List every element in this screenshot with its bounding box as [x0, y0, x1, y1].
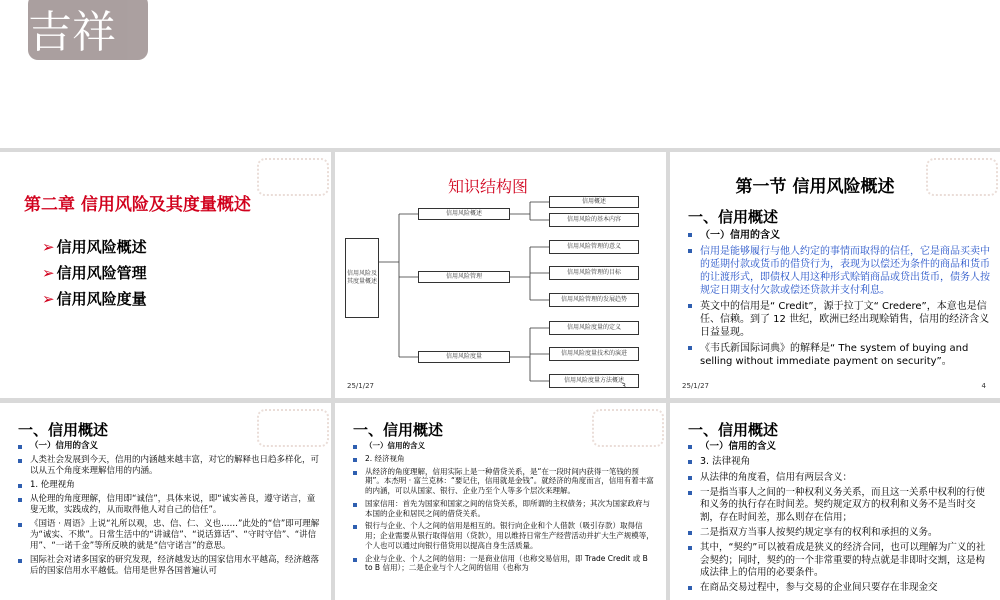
- bullet-item: 2. 经济视角: [353, 454, 656, 464]
- bullet-item: 企业与企业、个人之间的信用：一是商业信用（也称交易信用，即 Trade Credit 或 B to B 信用）；二是企业与个人之间的信用（也称为: [353, 554, 656, 574]
- diagram-root-node: 信用风险及其度量概述: [345, 238, 379, 318]
- chapter-title: 第二章 信用风险及其度量概述: [24, 195, 251, 215]
- section-heading: 一、信用概述: [688, 421, 779, 439]
- bullet-item: （一）信用的含义: [688, 441, 990, 453]
- diagram-branch-node: 信用风险概述: [418, 208, 510, 220]
- slide-thumbnail-2[interactable]: [335, 152, 666, 398]
- slide-thumbnail-4[interactable]: [0, 403, 331, 600]
- diagram-leaf-node: 信用风险度量方法概述: [549, 374, 639, 388]
- bullet-item: 从伦理的角度理解，信用即“诚信”，具体来说，即“诚实善良，遵守诺言，童叟无欺，实践成约，从而取得他人对自己的信任”。: [18, 494, 321, 516]
- slide-page-number: 3: [621, 382, 626, 390]
- outline-item: ➢ 信用风险管理: [42, 264, 147, 282]
- section-title: 第一节 信用风险概述: [735, 177, 895, 197]
- bullet-list: [353, 441, 656, 576]
- bullet-item: 从经济的角度理解，信用实际上是一种借贷关系，是“在一段时间内获得一笔钱的预期”。本杰明 · 富兰克林：“要记住，信用就是金钱”。就经济的角度而言，信用有着丰富的内涵，可以从国家、银行、企业乃至个人等多个层次来理解。: [353, 467, 656, 496]
- slide-thumbnail-6[interactable]: [670, 403, 1000, 600]
- bullet-item: 3. 法律视角: [688, 456, 990, 468]
- bullet-list: [688, 441, 990, 598]
- section-heading: 一、信用概述: [353, 421, 444, 439]
- outline-item: ➢ 信用风险概述: [42, 238, 147, 256]
- bullet-item: 《国语 · 周语》上说“礼所以观，忠、信、仁、义也……”此处的“信”即可理解为“诚实、不欺”。日常生活中的“讲诚信”、“说话算话”、“守时守信”、“讲信用”、“一诺千金”等所反映的就是“信守诺言”的意思。: [18, 519, 321, 552]
- bullet-item: 英文中的信用是“ Credit”，源于拉丁文“ Credere”，本意也是信任、信赖。到了 12 世纪，欧洲已经出现赊销售，信用的经济含义日益显现。: [688, 300, 990, 339]
- seal-text: 吉祥: [28, 7, 116, 58]
- bullet-list: [18, 441, 321, 581]
- slide-page-number: 4: [981, 382, 986, 390]
- bullet-item: 人类社会发展到今天，信用的内涵越来越丰富，对它的解释也日趋多样化，可以从五个角度来理解信用的内涵。: [18, 455, 321, 477]
- slide-thumbnail-1[interactable]: [0, 152, 331, 398]
- diagram-leaf-node: 信用风险度量技术的演进: [549, 347, 639, 361]
- diagram-leaf-node: 信用风险管理的目标: [549, 266, 639, 280]
- bullet-item: 在商品交易过程中，参与交易的企业间只要存在非现金交: [688, 582, 990, 594]
- diagram-leaf-node: 信用风险管理的意义: [549, 240, 639, 254]
- arrow-icon: ➢: [42, 264, 55, 282]
- bullet-item: 1. 伦理视角: [18, 480, 321, 491]
- seal-watermark: [255, 409, 327, 445]
- slide-thumbnail-3[interactable]: [670, 152, 1000, 398]
- chapter-outline: [42, 234, 147, 312]
- section-heading: 一、信用概述: [688, 208, 779, 226]
- arrow-icon: ➢: [42, 290, 55, 308]
- bullet-item: 国家信用：首先为国家和国家之间的信贷关系，即所谓的主权债务；其次为国家政府与本国的企业和居民之间的借贷关系。: [353, 499, 656, 519]
- bullet-item: 从法律的角度看，信用有两层含义：: [688, 472, 990, 484]
- slide-thumbnail-5[interactable]: [335, 403, 666, 600]
- bullet-list: [688, 229, 990, 371]
- diagram-title: 知识结构图: [448, 177, 529, 196]
- bullet-item: 其中，“契约”可以被看成是狭义的经济合同，也可以理解为广义的社会契约；同时，契约的一个非常重要的特点就是非即时交割，这是构成法律上的信用的必要条件。: [688, 542, 990, 579]
- top-partial-slide: [0, 0, 1000, 148]
- seal-watermark: [255, 158, 327, 194]
- slide-date: 25/1/27: [682, 382, 709, 390]
- bullet-item: 国际社会对诸多国家的研究发现，经济越发达的国家信用水平越高，经济越落后的国家信用水平越低。信用是世界各国普遍认可: [18, 555, 321, 577]
- bullet-item: 《韦氏新国际词典》的解释是“ The system of buying and selling without immediate payment on security”。: [688, 342, 990, 368]
- arrow-icon: ➢: [42, 238, 55, 256]
- seal-watermark: [590, 409, 662, 445]
- bullet-item: （一）信用的含义: [688, 229, 990, 242]
- bullet-item: 银行与企业、个人之间的信用是相互的。银行向企业和个人借款（吸引存款）取得信用；企业需要从银行取得信用（贷款），用以维持日常生产经营活动并扩大生产规模等，个人也可以通过向银行借贷用以提高自身生活质量。: [353, 521, 656, 550]
- seal-logo: [28, 0, 148, 60]
- slide-date: 25/1/27: [347, 382, 374, 390]
- bullet-item: （一）信用的含义: [18, 441, 321, 452]
- bullet-item: 信用是能够履行与他人约定的事情而取得的信任，它是商品买卖中的延期付款或货币的借贷行为，表现为以偿还为条件的商品和货币的让渡形式，即债权人用这种形式赊销商品或贷出货币，债务人按规定日期支付欠款或偿还贷款并支付利息。: [688, 245, 990, 297]
- outline-item: ➢ 信用风险度量: [42, 290, 147, 308]
- diagram-leaf-node: 信用概述: [549, 196, 639, 208]
- diagram-branch-node: 信用风险管理: [418, 271, 510, 283]
- bullet-item: （一）信用的含义: [353, 441, 656, 451]
- bullet-item: 二是指双方当事人按契约规定享有的权利和承担的义务。: [688, 527, 990, 539]
- diagram-branch-node: 信用风险度量: [418, 351, 510, 363]
- diagram-leaf-node: 信用风险管理的发展趋势: [549, 293, 639, 307]
- diagram-leaf-node: 信用风险度量的定义: [549, 321, 639, 335]
- bullet-item: 一是指当事人之间的一种权利义务关系，而且这一关系中权利的行使和义务的执行存在时间差。契约规定双方的权利和义务不是当时交割，存在时间差，那么则存在信用；: [688, 487, 990, 524]
- section-heading: 一、信用概述: [18, 421, 109, 439]
- diagram-leaf-node: 信用风险的基本内容: [549, 213, 639, 227]
